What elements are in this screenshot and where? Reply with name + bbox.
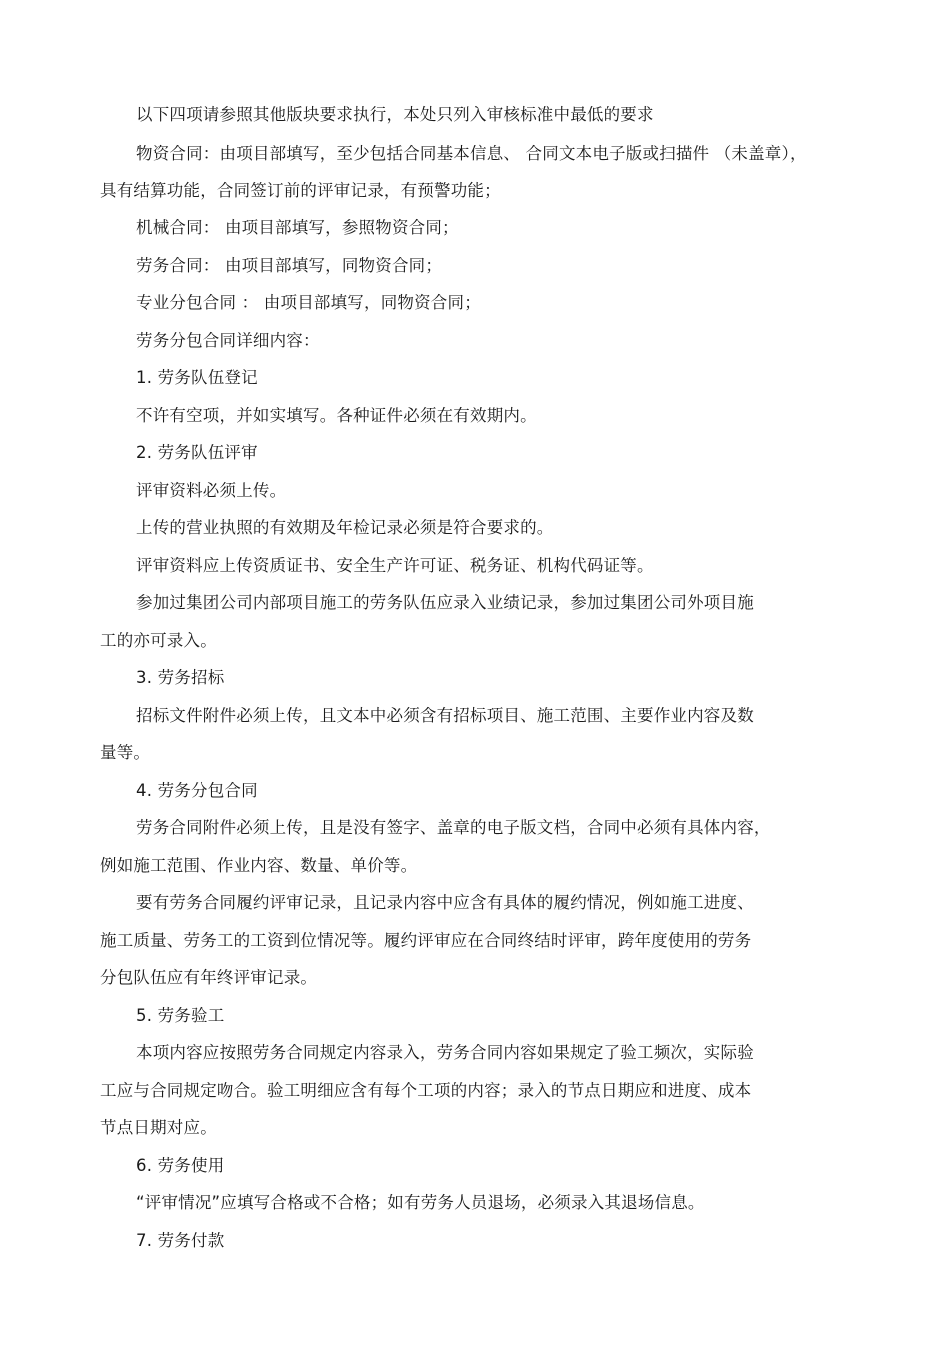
material-contract-line: 物资合同：由项目部填写，至少包括合同基本信息、 合同文本电子版或扫描件 （未盖章）， [136,144,807,163]
section-2-text-2: 上传的营业执照的有效期及年检记录必须是符合要求的。 [136,518,554,537]
section-2-text-1: 评审资料必须上传。 [136,481,287,500]
section-1-text: 不许有空项，并如实填写。各种证件必须在有效期内。 [136,406,537,425]
section-5-text: 本项内容应按照劳务合同规定内容录入，劳务合同内容如果规定了验工频次，实际验 [136,1043,754,1062]
section-2-heading: 2. 劳务队伍评审 [136,443,258,462]
section-2-text-4-cont: 工的亦可录入。 [100,631,217,650]
section-4-text-2-cont: 施工质量、劳务工的工资到位情况等。履约评审应在合同终结时评审，跨年度使用的劳务 [100,931,752,950]
intro-paragraph: 以下四项请参照其他版块要求执行，本处只列入审核标准中最低的要求 [136,105,654,124]
section-4-text-2-cont2: 分包队伍应有年终评审记录。 [100,968,318,987]
section-5-text-cont: 工应与合同规定吻合。验工明细应含有每个工项的内容；录入的节点日期应和进度、成本 [100,1081,752,1100]
section-3-text-cont: 量等。 [100,743,151,762]
section-6-heading: 6. 劳务使用 [136,1156,225,1175]
section-7-heading: 7. 劳务付款 [136,1231,225,1250]
section-4-text-2: 要有劳务合同履约评审记录，且记录内容中应含有具体的履约情况，例如施工进度、 [136,893,754,912]
machinery-contract-line: 机械合同： 由项目部填写，参照物资合同； [136,218,459,237]
labor-contract-line: 劳务合同： 由项目部填写，同物资合同； [136,256,443,275]
section-1-heading: 1. 劳务队伍登记 [136,368,258,387]
section-3-text: 招标文件附件必须上传，且文本中必须含有招标项目、施工范围、主要作业内容及数 [136,706,754,725]
section-2-text-3: 评审资料应上传资质证书、安全生产许可证、税务证、机构代码证等。 [136,556,654,575]
section-5-text-cont2: 节点日期对应。 [100,1118,217,1137]
section-3-heading: 3. 劳务招标 [136,668,225,687]
section-2-text-4: 参加过集团公司内部项目施工的劳务队伍应录入业绩记录，参加过集团公司外项目施 [136,593,754,612]
subcontract-line: 专业分包合同 ： 由项目部填写，同物资合同； [136,293,481,312]
material-contract-line-cont: 具有结算功能，合同签订前的评审记录，有预警功能； [100,181,501,200]
section-4-heading: 4. 劳务分包合同 [136,781,258,800]
section-4-text-1: 劳务合同附件必须上传，且是没有签字、盖章的电子版文档，合同中必须有具体内容， [136,818,771,837]
section-5-heading: 5. 劳务验工 [136,1006,225,1025]
section-4-text-1-cont: 例如施工范围、作业内容、数量、单价等。 [100,856,418,875]
section-6-text: “评审情况”应填写合格或不合格；如有劳务人员退场，必须录入其退场信息。 [136,1193,705,1212]
labor-subcontract-heading: 劳务分包合同详细内容： [136,331,320,350]
